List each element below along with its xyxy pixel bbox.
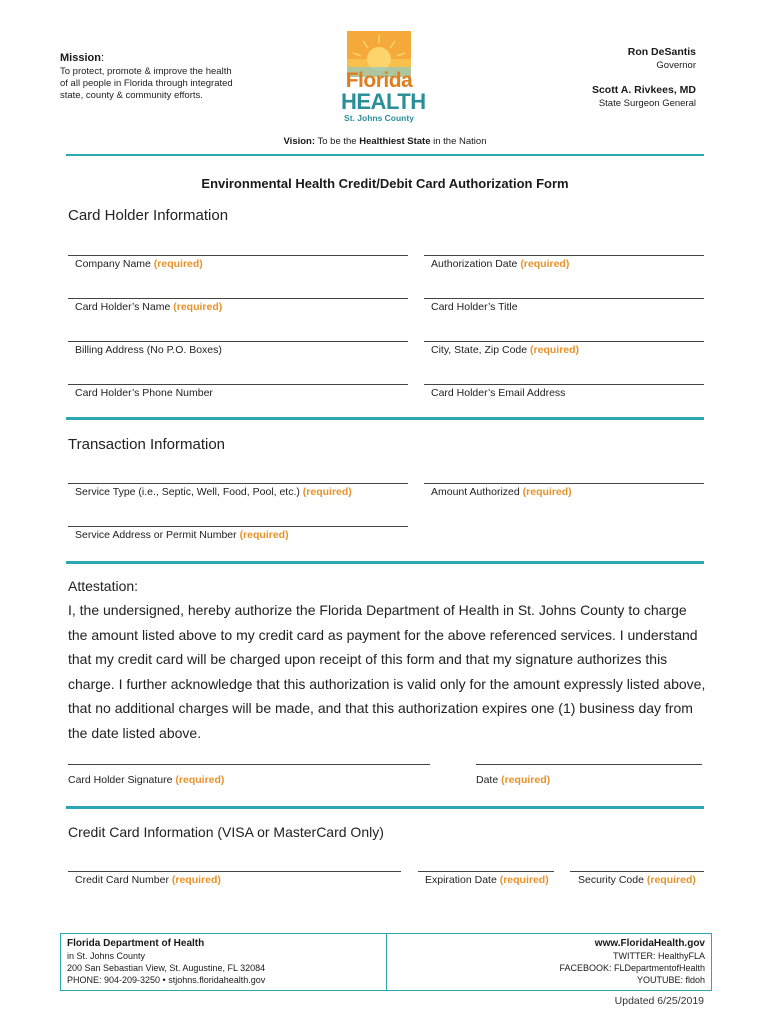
attestation-text xyxy=(68,598,708,745)
footer-org xyxy=(61,934,387,990)
authorization-date-input[interactable] xyxy=(424,255,704,256)
florida-health-logo xyxy=(341,29,426,125)
holder-title-label: Card Holder’s Title xyxy=(431,301,518,313)
section-card-holder: Card Holder Information xyxy=(68,207,229,224)
attestation-line-4: charge. I further acknowledge that this authorization is valid only for the amount expressly listed above, xyxy=(68,675,706,692)
mission-line-2: of all people in Florida through integrated xyxy=(60,78,233,89)
service-address-input[interactable] xyxy=(68,526,408,527)
company-name-label: Company Name (required) xyxy=(75,258,203,270)
attestation-line-2: the amount listed above to my credit card as payment for the above referenced services. I understand xyxy=(68,626,698,643)
footer-contact xyxy=(387,934,712,990)
holder-name-label: Card Holder’s Name (required) xyxy=(75,301,223,313)
card-number-label: Credit Card Number (required) xyxy=(75,874,221,886)
form-title: Environmental Health Credit/Debit Card Authorization Form xyxy=(201,176,569,191)
surgeon-title: State Surgeon General xyxy=(598,98,696,109)
holder-phone-label: Card Holder’s Phone Number xyxy=(75,387,213,399)
footer-org-name: Florida Department of Health xyxy=(67,938,205,949)
signature-label: Card Holder Signature (required) xyxy=(68,774,225,786)
footer-website-link[interactable]: www.FloridaHealth.gov xyxy=(594,938,705,949)
city-state-zip-label: City, State, Zip Code (required) xyxy=(431,344,580,356)
holder-name-input[interactable] xyxy=(68,298,408,299)
company-name-input[interactable] xyxy=(68,255,408,256)
footer-org-address: 200 San Sebastian View, St. Augustine, FL 32084 xyxy=(67,963,266,973)
amount-authorized-label: Amount Authorized (required) xyxy=(431,486,572,498)
vision-statement: Vision: To be the Healthiest State in the Nation xyxy=(283,136,487,147)
logo-florida: Florida xyxy=(345,69,413,92)
holder-phone-input[interactable] xyxy=(68,384,408,385)
date-label: Date (required) xyxy=(476,774,551,786)
authorization-date-label: Authorization Date (required) xyxy=(431,258,570,270)
section-credit-card: Credit Card Information (VISA or MasterCard Only) xyxy=(68,824,384,840)
section-divider-2 xyxy=(66,561,704,564)
security-code-input[interactable] xyxy=(570,871,704,872)
expiration-date-label: Expiration Date (required) xyxy=(425,874,549,886)
section-transaction: Transaction Information xyxy=(68,436,226,453)
section-divider-3 xyxy=(66,806,704,809)
service-address-label: Service Address or Permit Number (required) xyxy=(75,529,289,541)
security-code-label: Security Code (required) xyxy=(578,874,696,886)
officials-block xyxy=(520,46,696,109)
footer-facebook: FACEBOOK: FLDepartmentofHealth xyxy=(559,963,705,973)
mission-line-1: To protect, promote & improve the health xyxy=(60,66,232,77)
logo-county: St. Johns County xyxy=(344,113,414,123)
header-divider xyxy=(66,154,704,156)
attestation-line-1: I, the undersigned, hereby authorize the Florida Department of Health in St. Johns County to charge xyxy=(68,602,687,618)
service-type-label: Service Type (i.e., Septic, Well, Food, Pool, etc.) (required) xyxy=(75,486,352,498)
expiration-date-input[interactable] xyxy=(418,871,554,872)
mission-heading: Mission: xyxy=(60,52,105,64)
footer-youtube: YOUTUBE: fldoh xyxy=(636,975,705,985)
billing-address-input[interactable] xyxy=(68,341,408,342)
signature-input[interactable] xyxy=(68,764,430,765)
footer-box xyxy=(60,933,712,991)
attestation-title: Attestation: xyxy=(68,578,139,594)
mission-line-3: state, county & community efforts. xyxy=(60,90,203,101)
service-type-input[interactable] xyxy=(68,483,408,484)
attestation-line-5: that no additional charges will be made, and that this authorization expires one (1) business day from xyxy=(68,700,693,716)
updated-date: Updated 6/25/2019 xyxy=(614,995,704,1007)
attestation-line-3: that my credit card will be charged upon receipt of this form and that my signature authorizes this xyxy=(68,651,668,667)
footer-org-phone: PHONE: 904-209-3250 • stjohns.floridahealth.gov xyxy=(67,975,266,985)
logo-health: HEALTH xyxy=(341,89,426,114)
footer-twitter: TWITTER: HealthyFLA xyxy=(612,951,705,961)
date-input[interactable] xyxy=(476,764,702,765)
holder-email-label: Card Holder’s Email Address xyxy=(431,387,566,399)
card-number-input[interactable] xyxy=(68,871,401,872)
governor-name: Ron DeSantis xyxy=(627,46,696,58)
attestation-line-6: the date listed above. xyxy=(68,724,202,741)
holder-title-input[interactable] xyxy=(424,298,704,299)
footer-org-county: in St. Johns County xyxy=(67,951,146,961)
holder-email-input[interactable] xyxy=(424,384,704,385)
mission-block xyxy=(60,52,260,102)
city-state-zip-input[interactable] xyxy=(424,341,704,342)
section-divider-1 xyxy=(66,417,704,420)
billing-address-label: Billing Address (No P.O. Boxes) xyxy=(75,344,222,356)
surgeon-name: Scott A. Rivkees, MD xyxy=(591,84,696,96)
governor-title: Governor xyxy=(656,60,696,71)
amount-authorized-input[interactable] xyxy=(424,483,704,484)
